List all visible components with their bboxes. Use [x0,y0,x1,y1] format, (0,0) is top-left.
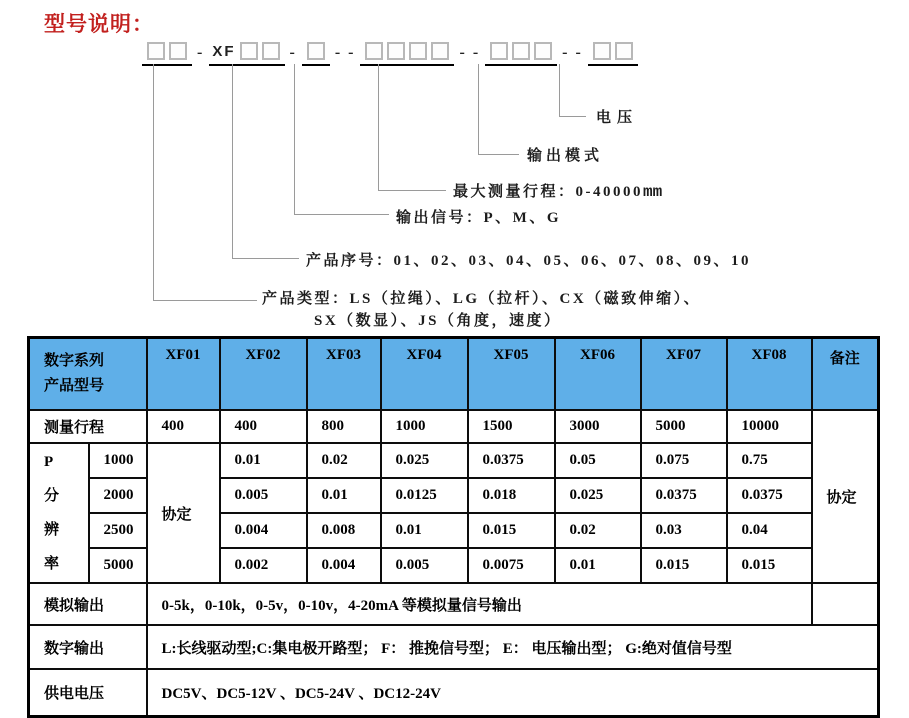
resolution-label-char: P [44,454,54,470]
label-output-mode: 输出模式 [527,148,604,164]
header-cell-series [29,338,147,411]
model-segment-voltage [588,42,638,66]
table-cell: 400 [147,410,220,443]
resolution-sub-label: 2000 [89,478,147,513]
model-segment-stroke [360,42,454,66]
dash-separator: - - [459,44,481,61]
dash-separator: - [197,44,205,61]
resolution-sub-label: 2500 [89,513,147,548]
table-cell: 0.0125 [381,478,468,513]
model-digit-box [409,42,427,60]
header-cell-xf07: XF07 [641,338,727,411]
table-cell: 0.04 [727,513,812,548]
table-cell: 0.015 [641,548,727,583]
model-digit-box [240,42,258,60]
table-cell: 0.008 [307,513,381,548]
model-digit-box [512,42,530,60]
model-segment-product-type [142,42,192,66]
model-digit-box [262,42,280,60]
resolution-sub-label: 5000 [89,548,147,583]
digital-output-label: 数字输出 [29,625,147,669]
table-cell: 0.004 [307,548,381,583]
power-voltage-label: 供电电压 [29,669,147,717]
table-cell: 400 [220,410,307,443]
table-cell: 0.005 [220,478,307,513]
spec-table [27,336,880,718]
table-cell: 0.03 [641,513,727,548]
header-series-line1: 数字系列 [44,352,105,369]
label-product-type-line2: SX（数显）、JS（角度，速度） [314,313,562,329]
model-digit-box [169,42,187,60]
table-cell: 0.02 [307,443,381,478]
table-cell: 0.75 [727,443,812,478]
table-cell: 0.01 [555,548,641,583]
table-cell: 0.05 [555,443,641,478]
stroke-label: 测量行程 [29,410,147,443]
label-max-stroke [453,180,662,201]
table-cell: 1000 [381,410,468,443]
dash-separator: - - [334,44,356,61]
dash-separator: - - [562,44,583,61]
leader-line-output-mode [478,64,519,155]
page-title: 型号说明： [44,13,154,36]
table-cell: 3000 [555,410,641,443]
analog-output-row [29,583,879,625]
resolution-sub-label: 1000 [89,443,147,478]
leader-line-product-type [153,64,257,301]
table-cell: 0.025 [381,443,468,478]
model-digit-box [387,42,405,60]
model-code-line [140,42,640,66]
table-cell: 0.018 [468,478,555,513]
table-cell: 0.025 [555,478,641,513]
table-cell: 800 [307,410,381,443]
header-cell-xf08: XF08 [727,338,812,411]
resolution-label-char: 率 [44,556,60,572]
header-cell-xf01: XF01 [147,338,220,411]
power-voltage-value: DC5V、DC5-12V 、DC5-24V 、DC12-24V [147,669,879,717]
xf01-merged-cell: 协定 [147,443,220,583]
analog-output-value: 0-5k，0-10k，0-5v，0-10v，4-20mA 等模拟量信号输出 [147,583,812,625]
power-voltage-row [29,669,879,717]
label-product-type-line1: 产品类型：LS（拉绳）、LG（拉杆）、CX（磁致伸缩）、 [262,291,702,307]
label-product-type [262,287,701,330]
header-cell-xf02: XF02 [220,338,307,411]
model-digit-box [365,42,383,60]
label-output-signal: 输出信号：P、M、G [396,210,561,226]
header-cell-xf04: XF04 [381,338,468,411]
model-digit-box [593,42,611,60]
resolution-label-char: 辨 [44,522,60,538]
model-digit-box [307,42,325,60]
table-cell: 1500 [468,410,555,443]
model-digit-box [431,42,449,60]
table-cell: 0.0375 [468,443,555,478]
leader-line-output-signal [294,64,389,215]
table-cell: 10000 [727,410,812,443]
model-digit-box [615,42,633,60]
model-segment-signal [302,42,330,66]
label-voltage: 电压 [596,110,639,126]
digital-output-value: L:长线驱动型;C:集电极开路型； F： 推挽信号型； E： 电压输出型； G:绝对值信号型 [147,625,879,669]
table-cell: 0.0075 [468,548,555,583]
header-cell-xf03: XF03 [307,338,381,411]
resolution-group-label [29,443,89,583]
label-max-stroke-unit: mm [643,183,663,201]
table-cell: 0.01 [307,478,381,513]
table-cell: 0.01 [220,443,307,478]
label-product-serial: 产品序号：01、02、03、04、05、06、07、08、09、10 [306,253,752,269]
table-cell: 0.01 [381,513,468,548]
table-cell: 0.002 [220,548,307,583]
analog-output-remark-empty [812,583,879,625]
model-digit-box [534,42,552,60]
model-digit-box [147,42,165,60]
table-cell: 0.015 [727,548,812,583]
model-digit-box [490,42,508,60]
header-cell-xf05: XF05 [468,338,555,411]
header-cell-remark: 备注 [812,338,879,411]
xf-prefix: XF [212,43,236,60]
analog-output-label: 模拟输出 [29,583,147,625]
stroke-row [29,410,879,443]
digital-output-row [29,625,879,669]
table-header-row [29,338,879,411]
model-segment-serial [209,42,284,66]
header-cell-xf06: XF06 [555,338,641,411]
label-max-stroke-text: 最大测量行程：0-40000 [453,184,643,200]
table-cell: 0.075 [641,443,727,478]
table-cell: 0.004 [220,513,307,548]
resolution-row-1000 [29,443,879,478]
resolution-label-char: 分 [44,488,60,504]
table-cell: 0.005 [381,548,468,583]
table-cell: 5000 [641,410,727,443]
remark-merged-cell: 协定 [812,410,879,583]
header-series-line2: 产品型号 [44,378,105,394]
leader-line-voltage [559,64,586,117]
table-cell: 0.02 [555,513,641,548]
table-cell: 0.0375 [727,478,812,513]
table-cell: 0.015 [468,513,555,548]
table-cell: 0.0375 [641,478,727,513]
dash-separator: - [289,44,297,61]
model-segment-output-mode [485,42,557,66]
